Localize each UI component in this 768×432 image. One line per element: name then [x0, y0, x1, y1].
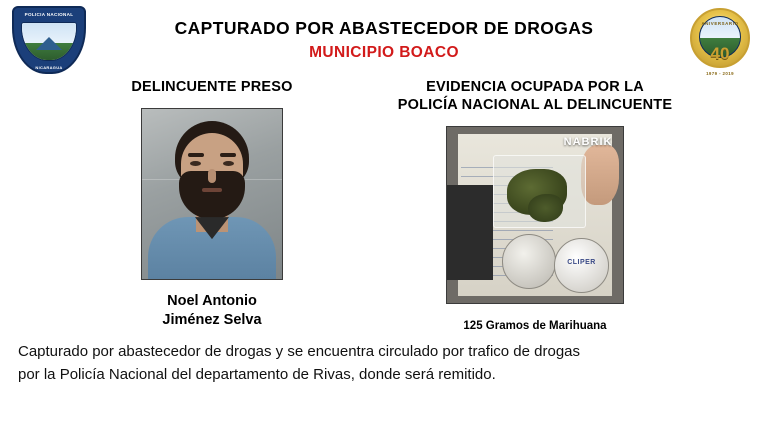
footer-line-1: Capturado por abastecedor de drogas y se encuentra circulado por trafico de drogas: [18, 343, 581, 360]
page-subtitle: MUNICIPIO BOACO: [309, 44, 459, 61]
mugshot-eyebrow-left: [188, 153, 204, 157]
page-title: CAPTURADO POR ABASTECEDOR DE DROGAS: [174, 18, 594, 38]
emblem-bottom-text: 1979 - 2019: [706, 71, 734, 76]
mugshot-photo: [141, 108, 283, 280]
anniversary-icon: [686, 4, 754, 76]
evidence-dark-strip: [447, 185, 493, 280]
emblem-number: 40: [710, 44, 730, 63]
evidence-heading: [370, 78, 700, 114]
header: [0, 0, 768, 78]
mugshot-eyebrow-right: [220, 153, 236, 157]
evidence-tin-right: [554, 238, 609, 293]
evidence-tin-left: [502, 234, 557, 289]
footer-line-2: por la Policía Nacional del departamento de Rivas, donde será remitido.: [18, 366, 496, 384]
evidence-tin-label: CLIPER: [567, 258, 596, 266]
shield-bottom-text: NICARAGUA: [35, 64, 63, 70]
evidence-top-label: NABRIK: [563, 136, 613, 149]
evidence-caption: 125 Gramos de Marihuana: [463, 320, 607, 333]
detainee-heading: DELINCUENTE PRESO: [131, 79, 293, 95]
detainee-name: [62, 292, 362, 330]
detainee-name-line-1: Noel Antonio: [167, 293, 257, 310]
evidence-hand: [581, 145, 620, 205]
evidence-heading-line-1: EVIDENCIA OCUPADA POR LA: [426, 79, 644, 95]
content-columns: [0, 78, 768, 340]
emblem-word: ANIVERSARIO: [701, 21, 739, 26]
detainee-name-line-2: Jiménez Selva: [162, 311, 262, 328]
footer-description: [18, 340, 750, 387]
evidence-heading-line-2: POLICÍA NACIONAL AL DELINCUENTE: [397, 97, 673, 114]
shield-top-text: POLICIA NACIONAL: [24, 11, 74, 17]
evidence-photo: [446, 126, 624, 304]
detainee-column: [62, 78, 362, 330]
evidence-column: [370, 78, 700, 332]
anniversary-emblem-logo: [686, 4, 754, 76]
title-block: [0, 18, 768, 62]
mugshot-mouth: [202, 188, 222, 192]
mugshot-nose: [208, 169, 216, 183]
